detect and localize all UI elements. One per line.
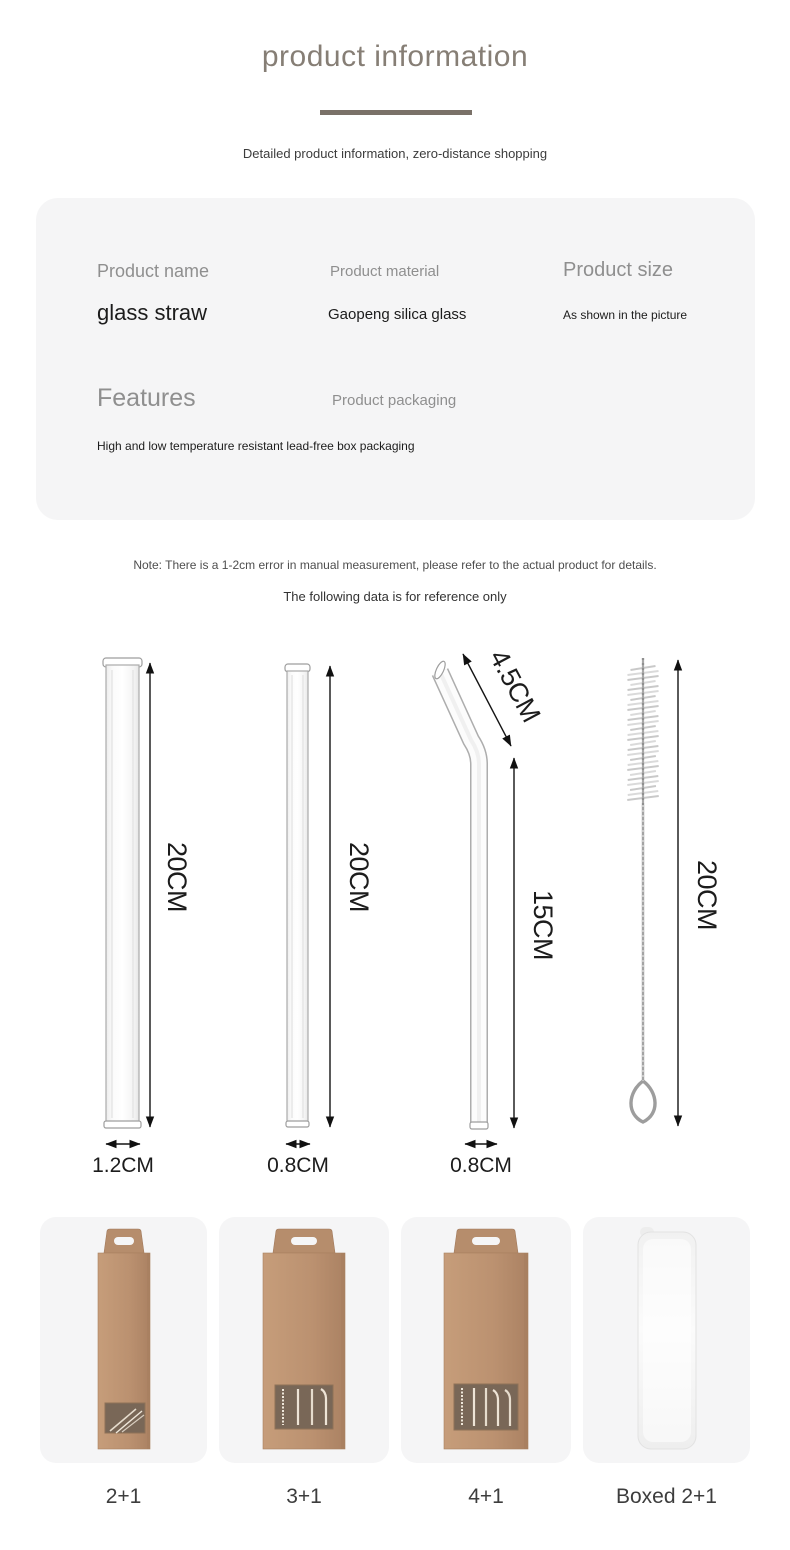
- package-label: Boxed 2+1: [615, 1485, 717, 1508]
- product-name-value: glass straw: [97, 300, 208, 325]
- product-size-value: As shown in the picture: [563, 308, 688, 322]
- package-option-4plus1: [401, 1217, 571, 1509]
- straw-straight-thin: [267, 664, 374, 1177]
- package-label: 3+1: [286, 1485, 322, 1508]
- diameter-dimension: 0.8CM: [267, 1154, 329, 1177]
- reference-note: The following data is for reference only: [283, 589, 507, 604]
- package-label: 2+1: [105, 1485, 142, 1508]
- plastic-case: [607, 1227, 727, 1453]
- cleaning-brush: [627, 658, 722, 1126]
- length-dimension: 15CM: [528, 889, 558, 961]
- kraft-box-medium: [219, 1227, 389, 1453]
- measurement-note: Note: There is a 1-2cm error in manual measurement, please refer to the actual product for details.: [133, 558, 657, 572]
- length-dimension: 20CM: [344, 841, 374, 913]
- kraft-box-narrow: [64, 1227, 184, 1453]
- package-label: 4+1: [468, 1485, 504, 1508]
- size-diagram: [0, 640, 790, 1190]
- package-option-2plus1: [40, 1217, 207, 1509]
- package-photo-card: [401, 1217, 571, 1463]
- hang-hole: [291, 1237, 317, 1245]
- package-photo-card: [40, 1217, 207, 1463]
- title-underline: [320, 110, 472, 115]
- straw-bent: [433, 645, 558, 1177]
- package-options: [40, 1217, 750, 1509]
- kraft-box-wide: [401, 1227, 571, 1453]
- package-photo-card: [219, 1217, 389, 1463]
- product-material-value: Gaopeng silica glass: [328, 306, 467, 323]
- package-option-boxed: [583, 1217, 750, 1509]
- hang-hole: [114, 1237, 134, 1245]
- diameter-dimension: 1.2CM: [92, 1154, 154, 1177]
- package-option-3plus1: [219, 1217, 389, 1509]
- product-name-label: Product name: [97, 261, 210, 281]
- features-label: Features: [97, 384, 196, 412]
- page-title: product information: [261, 40, 529, 73]
- length-dimension: 20CM: [162, 841, 192, 913]
- product-material-label: Product material: [330, 263, 440, 280]
- straw-straight-wide: [92, 658, 192, 1177]
- product-packaging-label: Product packaging: [332, 392, 457, 409]
- features-value: High and low temperature resistant lead-free box packaging: [97, 439, 415, 453]
- product-size-label: Product size: [563, 259, 674, 281]
- page-subtitle: Detailed product information, zero-distance shopping: [242, 146, 548, 161]
- length-dimension: 20CM: [692, 859, 722, 931]
- tip-dimension: 4.5CM: [483, 644, 547, 727]
- diameter-dimension: 0.8CM: [450, 1154, 512, 1177]
- brush-loop: [631, 1081, 655, 1122]
- hang-hole: [472, 1237, 500, 1245]
- package-photo-card: [583, 1217, 750, 1463]
- product-info-panel: [36, 198, 755, 520]
